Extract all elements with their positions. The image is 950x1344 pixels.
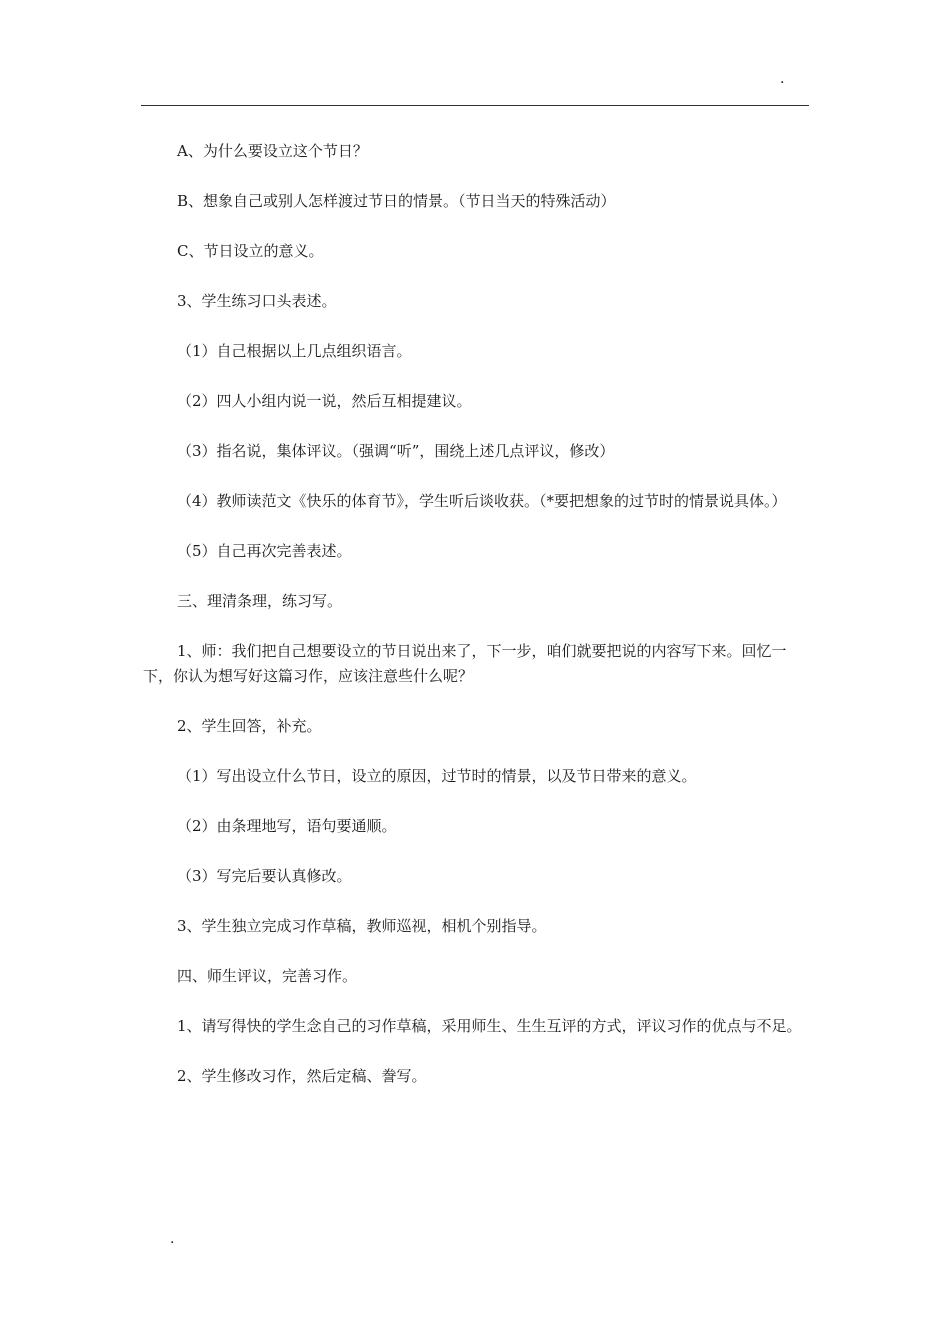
paragraph-step-2: 2、学生回答，补充。 <box>177 717 322 735</box>
paragraph-substep-4: （4）教师读范文《快乐的体育节》，学生听后谈收获。（*要把想象的过节时的情景说具体。） <box>177 492 787 510</box>
paragraph-teacher-1: 1、师：我们把自己想要设立的节日说出来了，下一步，咱们就要把说的内容写下来。回忆一下，你认为想写好这篇习作，应该注意些什么呢？ <box>143 642 787 685</box>
paragraph-review-2: 2、学生修改习作，然后定稿、誊写。 <box>177 1067 427 1085</box>
paragraph-draft-3: 3、学生独立完成习作草稿，教师巡视，相机个别指导。 <box>177 917 547 935</box>
paragraph-item-c: C、节日设立的意义。 <box>177 242 324 260</box>
paragraph-write-2: （2）由条理地写，语句要通顺。 <box>177 817 397 835</box>
header-rule <box>141 105 809 106</box>
paragraph-substep-5: （5）自己再次完善表述。 <box>177 542 352 560</box>
header-dot: . <box>780 71 785 87</box>
document-body <box>143 139 809 1114</box>
paragraph-review-1: 1、请写得快的学生念自己的习作草稿，采用师生、生生互评的方式，评议习作的优点与不足。 <box>177 1017 802 1035</box>
paragraph-write-3: （3）写完后要认真修改。 <box>177 867 352 885</box>
paragraph-step-3: 3、学生练习口头表述。 <box>177 292 337 310</box>
footer-dot: . <box>170 1231 175 1247</box>
section-heading-4: 四、师生评议，完善习作。 <box>177 967 358 985</box>
section-heading-3: 三、理清条理，练习写。 <box>177 592 343 610</box>
paragraph-item-a: A、为什么要设立这个节日？ <box>177 142 368 160</box>
paragraph-item-b: B、想象自己或别人怎样渡过节日的情景。（节日当天的特殊活动） <box>177 192 616 210</box>
paragraph-write-1: （1）写出设立什么节日，设立的原因，过节时的情景，以及节日带来的意义。 <box>177 767 697 785</box>
paragraph-substep-1: （1）自己根据以上几点组织语言。 <box>177 342 412 360</box>
paragraph-substep-2: （2）四人小组内说一说，然后互相提建议。 <box>177 392 472 410</box>
paragraph-substep-3: （3）指名说，集体评议。（强调“听”，围绕上述几点评议，修改） <box>177 442 615 460</box>
